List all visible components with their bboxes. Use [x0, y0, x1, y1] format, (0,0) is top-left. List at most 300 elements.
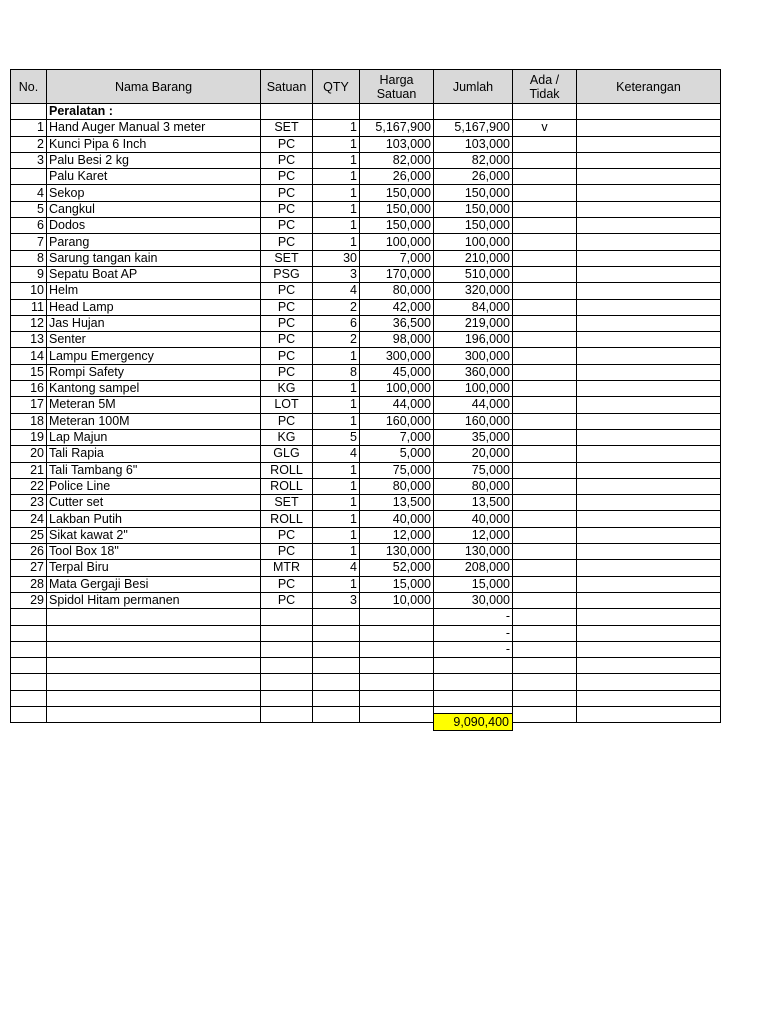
cell-ada-tidak[interactable]	[513, 706, 577, 722]
cell-no[interactable]	[11, 706, 47, 722]
cell-no[interactable]: 29	[11, 592, 47, 608]
cell-ada-tidak[interactable]	[513, 511, 577, 527]
cell-unit-price[interactable]	[360, 674, 434, 690]
cell-unit[interactable]: PC	[261, 299, 313, 315]
cell-total[interactable]: 26,000	[434, 169, 513, 185]
cell-unit[interactable]: PC	[261, 576, 313, 592]
cell-ada-tidak[interactable]: v	[513, 120, 577, 136]
section-label[interactable]: Peralatan :	[47, 104, 261, 120]
cell-ada-tidak[interactable]	[513, 527, 577, 543]
cell-ada-tidak[interactable]	[513, 266, 577, 282]
cell-ada-tidak[interactable]	[513, 495, 577, 511]
cell-qty[interactable]: 1	[313, 201, 360, 217]
cell-total[interactable]: 300,000	[434, 348, 513, 364]
cell-keterangan[interactable]	[577, 576, 721, 592]
cell-total[interactable]: -	[434, 625, 513, 641]
cell-keterangan[interactable]	[577, 104, 721, 120]
cell-no[interactable]: 9	[11, 266, 47, 282]
cell-no[interactable]: 5	[11, 201, 47, 217]
cell-item-name[interactable]: Sekop	[47, 185, 261, 201]
cell-unit[interactable]: ROLL	[261, 478, 313, 494]
cell-keterangan[interactable]	[577, 625, 721, 641]
cell-total[interactable]: 100,000	[434, 381, 513, 397]
cell-unit[interactable]: KG	[261, 381, 313, 397]
cell-no[interactable]: 28	[11, 576, 47, 592]
cell-total[interactable]: 82,000	[434, 152, 513, 168]
cell-item-name[interactable]: Police Line	[47, 478, 261, 494]
cell-item-name[interactable]: Senter	[47, 332, 261, 348]
cell-total[interactable]: 12,000	[434, 527, 513, 543]
cell-qty[interactable]: 1	[313, 136, 360, 152]
cell-total[interactable]: 100,000	[434, 234, 513, 250]
cell-ada-tidak[interactable]	[513, 136, 577, 152]
cell-ada-tidak[interactable]	[513, 250, 577, 266]
cell-total[interactable]: 150,000	[434, 185, 513, 201]
cell-qty[interactable]: 1	[313, 185, 360, 201]
cell-total[interactable]: -	[434, 609, 513, 625]
cell-ada-tidak[interactable]	[513, 152, 577, 168]
cell-no[interactable]	[11, 658, 47, 674]
cell-qty[interactable]	[313, 658, 360, 674]
cell-ada-tidak[interactable]	[513, 478, 577, 494]
cell-no[interactable]	[11, 690, 47, 706]
cell-item-name[interactable]: Parang	[47, 234, 261, 250]
cell-total[interactable]: 103,000	[434, 136, 513, 152]
cell-keterangan[interactable]	[577, 592, 721, 608]
header-satuan[interactable]: Satuan	[261, 70, 313, 104]
cell-unit[interactable]: PC	[261, 185, 313, 201]
cell-qty[interactable]: 3	[313, 266, 360, 282]
cell-unit[interactable]: PC	[261, 315, 313, 331]
cell-unit[interactable]: PC	[261, 283, 313, 299]
cell-no[interactable]: 23	[11, 495, 47, 511]
cell-keterangan[interactable]	[577, 315, 721, 331]
cell-unit[interactable]: GLG	[261, 446, 313, 462]
cell-no[interactable]: 8	[11, 250, 47, 266]
cell-total[interactable]: 510,000	[434, 266, 513, 282]
cell-unit-price[interactable]	[360, 609, 434, 625]
cell-no[interactable]	[11, 625, 47, 641]
cell-item-name[interactable]: Palu Karet	[47, 169, 261, 185]
cell-qty[interactable]: 6	[313, 315, 360, 331]
cell-keterangan[interactable]	[577, 136, 721, 152]
cell-no[interactable]	[11, 609, 47, 625]
cell-qty[interactable]: 4	[313, 283, 360, 299]
cell-item-name[interactable]: Jas Hujan	[47, 315, 261, 331]
cell-total[interactable]: 44,000	[434, 397, 513, 413]
cell-qty[interactable]	[313, 104, 360, 120]
cell-item-name[interactable]: Tali Rapia	[47, 446, 261, 462]
cell-item-name[interactable]: Sikat kawat 2"	[47, 527, 261, 543]
cell-item-name[interactable]: Head Lamp	[47, 299, 261, 315]
cell-qty[interactable]: 1	[313, 169, 360, 185]
cell-ada-tidak[interactable]	[513, 544, 577, 560]
cell-ada-tidak[interactable]	[513, 609, 577, 625]
cell-item-name[interactable]: Sepatu Boat AP	[47, 266, 261, 282]
cell-keterangan[interactable]	[577, 511, 721, 527]
cell-qty[interactable]	[313, 690, 360, 706]
cell-no[interactable]: 2	[11, 136, 47, 152]
cell-item-name[interactable]	[47, 706, 261, 722]
cell-ada-tidak[interactable]	[513, 625, 577, 641]
cell-ada-tidak[interactable]	[513, 560, 577, 576]
cell-item-name[interactable]: Cutter set	[47, 495, 261, 511]
cell-item-name[interactable]: Helm	[47, 283, 261, 299]
cell-unit-price[interactable]: 5,167,900	[360, 120, 434, 136]
cell-keterangan[interactable]	[577, 560, 721, 576]
cell-unit-price[interactable]	[360, 625, 434, 641]
cell-keterangan[interactable]	[577, 201, 721, 217]
cell-qty[interactable]: 1	[313, 218, 360, 234]
cell-item-name[interactable]	[47, 674, 261, 690]
cell-unit[interactable]: PC	[261, 152, 313, 168]
cell-total[interactable]	[434, 658, 513, 674]
cell-no[interactable]: 13	[11, 332, 47, 348]
cell-no[interactable]: 25	[11, 527, 47, 543]
cell-unit-price[interactable]: 150,000	[360, 218, 434, 234]
cell-keterangan[interactable]	[577, 706, 721, 722]
cell-item-name[interactable]: Cangkul	[47, 201, 261, 217]
cell-keterangan[interactable]	[577, 478, 721, 494]
cell-ada-tidak[interactable]	[513, 397, 577, 413]
cell-qty[interactable]: 1	[313, 576, 360, 592]
cell-no[interactable]	[11, 674, 47, 690]
cell-keterangan[interactable]	[577, 495, 721, 511]
cell-qty[interactable]: 1	[313, 120, 360, 136]
cell-no[interactable]: 18	[11, 413, 47, 429]
cell-keterangan[interactable]	[577, 169, 721, 185]
cell-keterangan[interactable]	[577, 674, 721, 690]
cell-no[interactable]: 3	[11, 152, 47, 168]
cell-unit[interactable]	[261, 609, 313, 625]
cell-unit[interactable]: PSG	[261, 266, 313, 282]
cell-total[interactable]: 320,000	[434, 283, 513, 299]
cell-total[interactable]: 5,167,900	[434, 120, 513, 136]
cell-total[interactable]: 160,000	[434, 413, 513, 429]
cell-unit-price[interactable]: 10,000	[360, 592, 434, 608]
cell-unit[interactable]: PC	[261, 544, 313, 560]
cell-ada-tidak[interactable]	[513, 446, 577, 462]
cell-ada-tidak[interactable]	[513, 283, 577, 299]
cell-total[interactable]: 13,500	[434, 495, 513, 511]
cell-unit-price[interactable]: 103,000	[360, 136, 434, 152]
cell-ada-tidak[interactable]	[513, 364, 577, 380]
cell-keterangan[interactable]	[577, 299, 721, 315]
cell-ada-tidak[interactable]	[513, 234, 577, 250]
cell-price[interactable]	[360, 104, 434, 120]
cell-unit[interactable]: SET	[261, 120, 313, 136]
cell-item-name[interactable]: Kantong sampel	[47, 381, 261, 397]
cell-item-name[interactable]: Dodos	[47, 218, 261, 234]
cell-item-name[interactable]: Tool Box 18"	[47, 544, 261, 560]
cell-total[interactable]: 130,000	[434, 544, 513, 560]
cell-item-name[interactable]: Tali Tambang 6"	[47, 462, 261, 478]
cell-qty[interactable]: 30	[313, 250, 360, 266]
cell-ada-tidak[interactable]	[513, 658, 577, 674]
cell-unit-price[interactable]: 36,500	[360, 315, 434, 331]
cell-unit[interactable]: LOT	[261, 397, 313, 413]
cell-item-name[interactable]	[47, 690, 261, 706]
cell-item-name[interactable]: Sarung tangan kain	[47, 250, 261, 266]
cell-qty[interactable]: 1	[313, 234, 360, 250]
cell-item-name[interactable]: Lakban Putih	[47, 511, 261, 527]
cell-qty[interactable]: 1	[313, 397, 360, 413]
cell-unit-price[interactable]: 45,000	[360, 364, 434, 380]
cell-no[interactable]: 22	[11, 478, 47, 494]
cell-unit-price[interactable]: 13,500	[360, 495, 434, 511]
cell-unit-price[interactable]: 170,000	[360, 266, 434, 282]
cell-keterangan[interactable]	[577, 544, 721, 560]
cell-no[interactable]: 4	[11, 185, 47, 201]
cell-no[interactable]: 24	[11, 511, 47, 527]
cell-ada-tidak[interactable]	[513, 690, 577, 706]
cell-unit[interactable]: PC	[261, 218, 313, 234]
header-no[interactable]: No.	[11, 70, 47, 104]
cell-total[interactable]: 219,000	[434, 315, 513, 331]
cell-keterangan[interactable]	[577, 218, 721, 234]
cell-ada-tidak[interactable]	[513, 348, 577, 364]
cell-no[interactable]: 20	[11, 446, 47, 462]
cell-item-name[interactable]	[47, 609, 261, 625]
cell-unit[interactable]	[261, 104, 313, 120]
cell-unit[interactable]: SET	[261, 495, 313, 511]
cell-ada-tidak[interactable]	[513, 413, 577, 429]
cell-total[interactable]: 210,000	[434, 250, 513, 266]
cell-total[interactable]: 15,000	[434, 576, 513, 592]
cell-unit-price[interactable]	[360, 690, 434, 706]
cell-unit[interactable]	[261, 674, 313, 690]
cell-unit[interactable]	[261, 641, 313, 657]
cell-unit[interactable]	[261, 690, 313, 706]
cell-no[interactable]: 17	[11, 397, 47, 413]
cell-item-name[interactable]: Meteran 5M	[47, 397, 261, 413]
cell-keterangan[interactable]	[577, 332, 721, 348]
cell-unit[interactable]: PC	[261, 364, 313, 380]
cell-unit-price[interactable]: 300,000	[360, 348, 434, 364]
cell-keterangan[interactable]	[577, 658, 721, 674]
cell-ada-tidak[interactable]	[513, 299, 577, 315]
cell-qty[interactable]: 4	[313, 446, 360, 462]
cell-keterangan[interactable]	[577, 120, 721, 136]
cell-no[interactable]: 11	[11, 299, 47, 315]
cell-keterangan[interactable]	[577, 381, 721, 397]
cell-qty[interactable]	[313, 641, 360, 657]
cell-keterangan[interactable]	[577, 609, 721, 625]
cell-unit-price[interactable]	[360, 706, 434, 722]
cell-unit-price[interactable]: 44,000	[360, 397, 434, 413]
header-keterangan[interactable]: Keterangan	[577, 70, 721, 104]
cell-no[interactable]: 26	[11, 544, 47, 560]
cell-qty[interactable]	[313, 674, 360, 690]
cell-qty[interactable]: 1	[313, 348, 360, 364]
cell-keterangan[interactable]	[577, 152, 721, 168]
cell-unit-price[interactable]: 160,000	[360, 413, 434, 429]
cell-unit[interactable]	[261, 658, 313, 674]
cell-no[interactable]: 21	[11, 462, 47, 478]
cell-qty[interactable]: 1	[313, 152, 360, 168]
cell-unit[interactable]: MTR	[261, 560, 313, 576]
cell-no[interactable]	[11, 169, 47, 185]
header-ada-tidak[interactable]	[513, 70, 577, 104]
cell-item-name[interactable]: Lampu Emergency	[47, 348, 261, 364]
cell-unit[interactable]: PC	[261, 201, 313, 217]
cell-qty[interactable]: 1	[313, 413, 360, 429]
cell-ada-tidak[interactable]	[513, 641, 577, 657]
cell-ada-tidak[interactable]	[513, 674, 577, 690]
cell-total[interactable]: 150,000	[434, 218, 513, 234]
cell-item-name[interactable]	[47, 625, 261, 641]
cell-keterangan[interactable]	[577, 413, 721, 429]
cell-unit-price[interactable]: 75,000	[360, 462, 434, 478]
cell-keterangan[interactable]	[577, 527, 721, 543]
cell-ada-tidak[interactable]	[513, 201, 577, 217]
cell-no[interactable]: 14	[11, 348, 47, 364]
cell-unit-price[interactable]: 100,000	[360, 234, 434, 250]
cell-ada[interactable]	[513, 104, 577, 120]
header-nama-barang[interactable]: Nama Barang	[47, 70, 261, 104]
cell-unit[interactable]: ROLL	[261, 511, 313, 527]
cell-ada-tidak[interactable]	[513, 429, 577, 445]
cell-item-name[interactable]: Meteran 100M	[47, 413, 261, 429]
cell-unit-price[interactable]: 80,000	[360, 283, 434, 299]
cell-qty[interactable]: 1	[313, 381, 360, 397]
cell-unit[interactable]	[261, 625, 313, 641]
cell-ada-tidak[interactable]	[513, 332, 577, 348]
cell-keterangan[interactable]	[577, 397, 721, 413]
cell-keterangan[interactable]	[577, 348, 721, 364]
cell-item-name[interactable]: Mata Gergaji Besi	[47, 576, 261, 592]
cell-item-name[interactable]: Kunci Pipa 6 Inch	[47, 136, 261, 152]
cell-unit-price[interactable]: 52,000	[360, 560, 434, 576]
cell-no[interactable]: 16	[11, 381, 47, 397]
cell-total[interactable]: 35,000	[434, 429, 513, 445]
cell-qty[interactable]	[313, 706, 360, 722]
cell-unit-price[interactable]: 40,000	[360, 511, 434, 527]
cell-item-name[interactable]	[47, 658, 261, 674]
cell-qty[interactable]: 2	[313, 299, 360, 315]
cell-total[interactable]	[434, 674, 513, 690]
cell-unit[interactable]: PC	[261, 332, 313, 348]
cell-total[interactable]: 208,000	[434, 560, 513, 576]
cell-item-name[interactable]: Lap Majun	[47, 429, 261, 445]
cell-keterangan[interactable]	[577, 462, 721, 478]
cell-unit[interactable]: PC	[261, 169, 313, 185]
cell-unit-price[interactable]: 150,000	[360, 185, 434, 201]
cell-unit-price[interactable]: 7,000	[360, 250, 434, 266]
cell-qty[interactable]: 2	[313, 332, 360, 348]
cell-unit-price[interactable]: 100,000	[360, 381, 434, 397]
cell-keterangan[interactable]	[577, 283, 721, 299]
cell-qty[interactable]	[313, 609, 360, 625]
cell-unit[interactable]: ROLL	[261, 462, 313, 478]
cell-ada-tidak[interactable]	[513, 315, 577, 331]
cell-unit[interactable]: PC	[261, 348, 313, 364]
cell-qty[interactable]: 5	[313, 429, 360, 445]
cell-keterangan[interactable]	[577, 690, 721, 706]
cell-unit[interactable]: PC	[261, 413, 313, 429]
cell-unit-price[interactable]	[360, 658, 434, 674]
cell-unit-price[interactable]: 150,000	[360, 201, 434, 217]
cell-unit-price[interactable]: 5,000	[360, 446, 434, 462]
cell-total[interactable]: 84,000	[434, 299, 513, 315]
cell-ada-tidak[interactable]	[513, 381, 577, 397]
cell-total[interactable]: 360,000	[434, 364, 513, 380]
cell-no[interactable]: 27	[11, 560, 47, 576]
cell-keterangan[interactable]	[577, 185, 721, 201]
cell-keterangan[interactable]	[577, 266, 721, 282]
cell-ada-tidak[interactable]	[513, 169, 577, 185]
cell-unit-price[interactable]: 26,000	[360, 169, 434, 185]
cell-ada-tidak[interactable]	[513, 462, 577, 478]
cell-item-name[interactable]: Hand Auger Manual 3 meter	[47, 120, 261, 136]
cell-no[interactable]	[11, 641, 47, 657]
cell-qty[interactable]: 1	[313, 462, 360, 478]
cell-no[interactable]: 7	[11, 234, 47, 250]
cell-total[interactable]: -	[434, 641, 513, 657]
cell-no[interactable]	[11, 104, 47, 120]
cell-unit[interactable]: PC	[261, 527, 313, 543]
cell-no[interactable]: 1	[11, 120, 47, 136]
cell-keterangan[interactable]	[577, 234, 721, 250]
cell-qty[interactable]: 1	[313, 495, 360, 511]
cell-qty[interactable]: 1	[313, 511, 360, 527]
cell-unit[interactable]: KG	[261, 429, 313, 445]
cell-total[interactable]: 30,000	[434, 592, 513, 608]
cell-no[interactable]: 10	[11, 283, 47, 299]
grand-total-cell[interactable]: 9,090,400	[433, 713, 513, 731]
cell-qty[interactable]: 8	[313, 364, 360, 380]
cell-unit[interactable]: PC	[261, 592, 313, 608]
cell-item-name[interactable]: Terpal Biru	[47, 560, 261, 576]
cell-total[interactable]: 150,000	[434, 201, 513, 217]
cell-unit-price[interactable]: 130,000	[360, 544, 434, 560]
cell-unit-price[interactable]: 15,000	[360, 576, 434, 592]
cell-keterangan[interactable]	[577, 364, 721, 380]
cell-qty[interactable]: 1	[313, 478, 360, 494]
cell-unit[interactable]: PC	[261, 136, 313, 152]
cell-no[interactable]: 6	[11, 218, 47, 234]
cell-item-name[interactable]: Rompi Safety	[47, 364, 261, 380]
cell-no[interactable]: 12	[11, 315, 47, 331]
cell-unit-price[interactable]: 12,000	[360, 527, 434, 543]
cell-total[interactable]: 20,000	[434, 446, 513, 462]
cell-ada-tidak[interactable]	[513, 592, 577, 608]
cell-qty[interactable]	[313, 625, 360, 641]
cell-keterangan[interactable]	[577, 250, 721, 266]
cell-unit-price[interactable]: 98,000	[360, 332, 434, 348]
cell-unit-price[interactable]: 7,000	[360, 429, 434, 445]
cell-ada-tidak[interactable]	[513, 218, 577, 234]
cell-total[interactable]: 80,000	[434, 478, 513, 494]
cell-total[interactable]	[434, 690, 513, 706]
cell-unit[interactable]: PC	[261, 234, 313, 250]
cell-total[interactable]: 75,000	[434, 462, 513, 478]
cell-no[interactable]: 15	[11, 364, 47, 380]
cell-unit-price[interactable]: 80,000	[360, 478, 434, 494]
cell-ada-tidak[interactable]	[513, 185, 577, 201]
cell-unit[interactable]: SET	[261, 250, 313, 266]
cell-unit-price[interactable]	[360, 641, 434, 657]
cell-item-name[interactable]: Palu Besi 2 kg	[47, 152, 261, 168]
cell-ada-tidak[interactable]	[513, 576, 577, 592]
cell-qty[interactable]: 3	[313, 592, 360, 608]
cell-keterangan[interactable]	[577, 641, 721, 657]
cell-sum[interactable]	[434, 104, 513, 120]
cell-qty[interactable]: 4	[313, 560, 360, 576]
cell-unit-price[interactable]: 42,000	[360, 299, 434, 315]
cell-item-name[interactable]	[47, 641, 261, 657]
cell-item-name[interactable]: Spidol Hitam permanen	[47, 592, 261, 608]
